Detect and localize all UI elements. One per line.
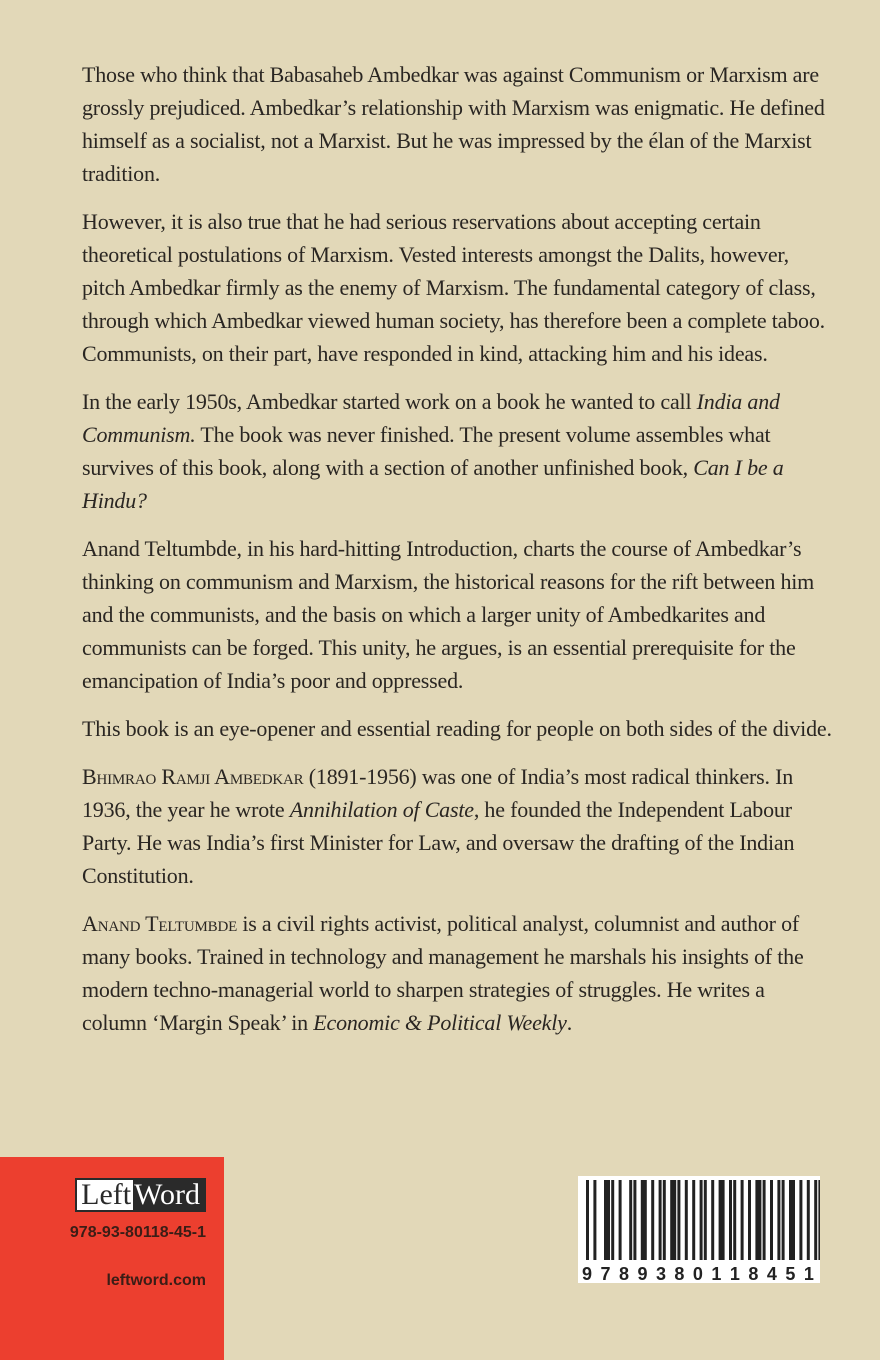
paragraph-text: This book is an eye-opener and essential reading for people on both sides of the divide. xyxy=(82,716,832,741)
barcode-bar xyxy=(677,1180,680,1260)
barcode-digit: 0 xyxy=(692,1264,705,1284)
barcode-bar xyxy=(604,1180,610,1260)
book-title: Annihilation of Caste xyxy=(289,797,474,822)
author-name: Bhimrao Ramji Ambedkar xyxy=(82,764,304,789)
barcode-bar xyxy=(799,1180,802,1260)
blurb-paragraph xyxy=(82,532,832,697)
book-title: India and Communism. xyxy=(82,389,780,447)
barcode-bar xyxy=(593,1180,596,1260)
barcode-bar xyxy=(782,1180,785,1260)
barcode-bar xyxy=(741,1180,744,1260)
book-title: Can I be a Hindu? xyxy=(82,455,784,513)
barcode-digit: 8 xyxy=(748,1264,761,1284)
leftword-logo xyxy=(75,1178,206,1212)
author-name: Anand Teltumbde xyxy=(82,911,238,936)
barcode-bar xyxy=(586,1180,589,1260)
paragraph-text: , he founded the Independent Labour Party. He was India’s first Minister for Law, and oversaw the drafting of the Indian Constitution. xyxy=(82,797,795,888)
publisher-website: leftword.com xyxy=(106,1272,206,1289)
blurb-paragraph xyxy=(82,760,832,892)
barcode-bar xyxy=(704,1180,707,1260)
barcode-bar xyxy=(763,1180,766,1260)
paragraph-text: Anand Teltumbde, in his hard-hitting Introduction, charts the course of Ambedkar’s thinking on communism and Marxism, the historical reasons for the rift between him and the communists, and the basis on which a larger unity of Ambedkarites and communists can be forged. This unity, he argues, is an essential prerequisite for the emancipation of India’s poor and oppressed. xyxy=(82,536,815,693)
barcode-bar xyxy=(700,1180,703,1260)
blurb-paragraph xyxy=(82,385,832,517)
barcode-bar xyxy=(659,1180,662,1260)
publisher-block xyxy=(0,1157,224,1360)
barcode-bar xyxy=(629,1180,632,1260)
barcode-bars xyxy=(578,1176,820,1266)
barcode-bar xyxy=(789,1180,795,1260)
paragraph-text: In the early 1950s, Ambedkar started work on a book he wanted to call xyxy=(82,389,697,414)
blurb-paragraph xyxy=(82,712,832,745)
barcode-digit: 8 xyxy=(674,1264,687,1284)
blurb-paragraph xyxy=(82,58,832,190)
barcode-bar xyxy=(770,1180,773,1260)
barcode-bar xyxy=(777,1180,780,1260)
barcode-bar xyxy=(619,1180,622,1260)
barcode-digit: 5 xyxy=(785,1264,798,1284)
barcode-digit: 1 xyxy=(729,1264,742,1284)
barcode-digit: 9 xyxy=(637,1264,650,1284)
back-cover-blurb xyxy=(82,58,832,1054)
barcode-digit: 7 xyxy=(600,1264,613,1284)
barcode-digit: 1 xyxy=(711,1264,724,1284)
paragraph-text: Those who think that Babasaheb Ambedkar was against Communism or Marxism are grossly prejudiced. Ambedkar’s relationship with Marxism was enigmatic. He defined himself as a socialist, not a Marxist. But he was impressed by the élan of the Marxist tradition. xyxy=(82,62,825,186)
barcode-digit: 4 xyxy=(766,1264,779,1284)
barcode-bar xyxy=(611,1180,614,1260)
isbn-number: 978-93-80118-45-1 xyxy=(69,1224,206,1241)
barcode-bar xyxy=(719,1180,725,1260)
paragraph-text: is a civil rights activist, political analyst, columnist and author of many books. Trained in technology and management he marshals his insights of the modern techno-managerial world to sharpen strategies of struggles. He writes a column ‘Margin Speak’ in xyxy=(82,911,804,1035)
barcode-digit: 8 xyxy=(618,1264,631,1284)
barcode-bar xyxy=(814,1180,817,1260)
barcode-digit: 9 xyxy=(582,1264,595,1284)
barcode-bar xyxy=(641,1180,647,1260)
barcode-bar xyxy=(755,1180,761,1260)
barcode-bar xyxy=(818,1180,820,1260)
barcode-bar xyxy=(748,1180,751,1260)
barcode-bar xyxy=(651,1180,654,1260)
barcode-bar xyxy=(733,1180,736,1260)
paragraph-text: However, it is also true that he had serious reservations about accepting certain theoretical postulations of Marxism. Vested interests amongst the Dalits, however, pitch Ambedkar firmly as the enemy of Marxism. The fundamental category of class, through which Ambedkar viewed human society, has therefore been a complete taboo. Communists, on their part, have responded in kind, attacking him and his ideas. xyxy=(82,209,825,366)
barcode-bar xyxy=(633,1180,636,1260)
paragraph-text: (1891-1956) was one of India’s most radical thinkers. In 1936, the year he wrote xyxy=(82,764,794,822)
barcode-bar xyxy=(670,1180,676,1260)
barcode-bar xyxy=(663,1180,666,1260)
paragraph-text: . xyxy=(566,1010,573,1035)
blurb-paragraph xyxy=(82,907,832,1039)
logo-left-text: Left xyxy=(77,1180,133,1210)
isbn-barcode xyxy=(578,1176,820,1283)
barcode-digits xyxy=(578,1264,820,1285)
barcode-bar xyxy=(692,1180,695,1260)
paragraph-text: The book was never finished. The present volume assembles what survives of this book, along with a section of another unfinished book, xyxy=(82,422,771,480)
barcode-bar xyxy=(685,1180,688,1260)
barcode-bar xyxy=(729,1180,732,1260)
barcode-digit: 1 xyxy=(803,1264,816,1284)
barcode-digit: 3 xyxy=(655,1264,668,1284)
logo-right-text: Word xyxy=(133,1180,204,1210)
barcode-bar xyxy=(711,1180,714,1260)
blurb-paragraph xyxy=(82,205,832,370)
book-title: Economic & Political Weekly xyxy=(313,1010,567,1035)
barcode-bar xyxy=(807,1180,810,1260)
